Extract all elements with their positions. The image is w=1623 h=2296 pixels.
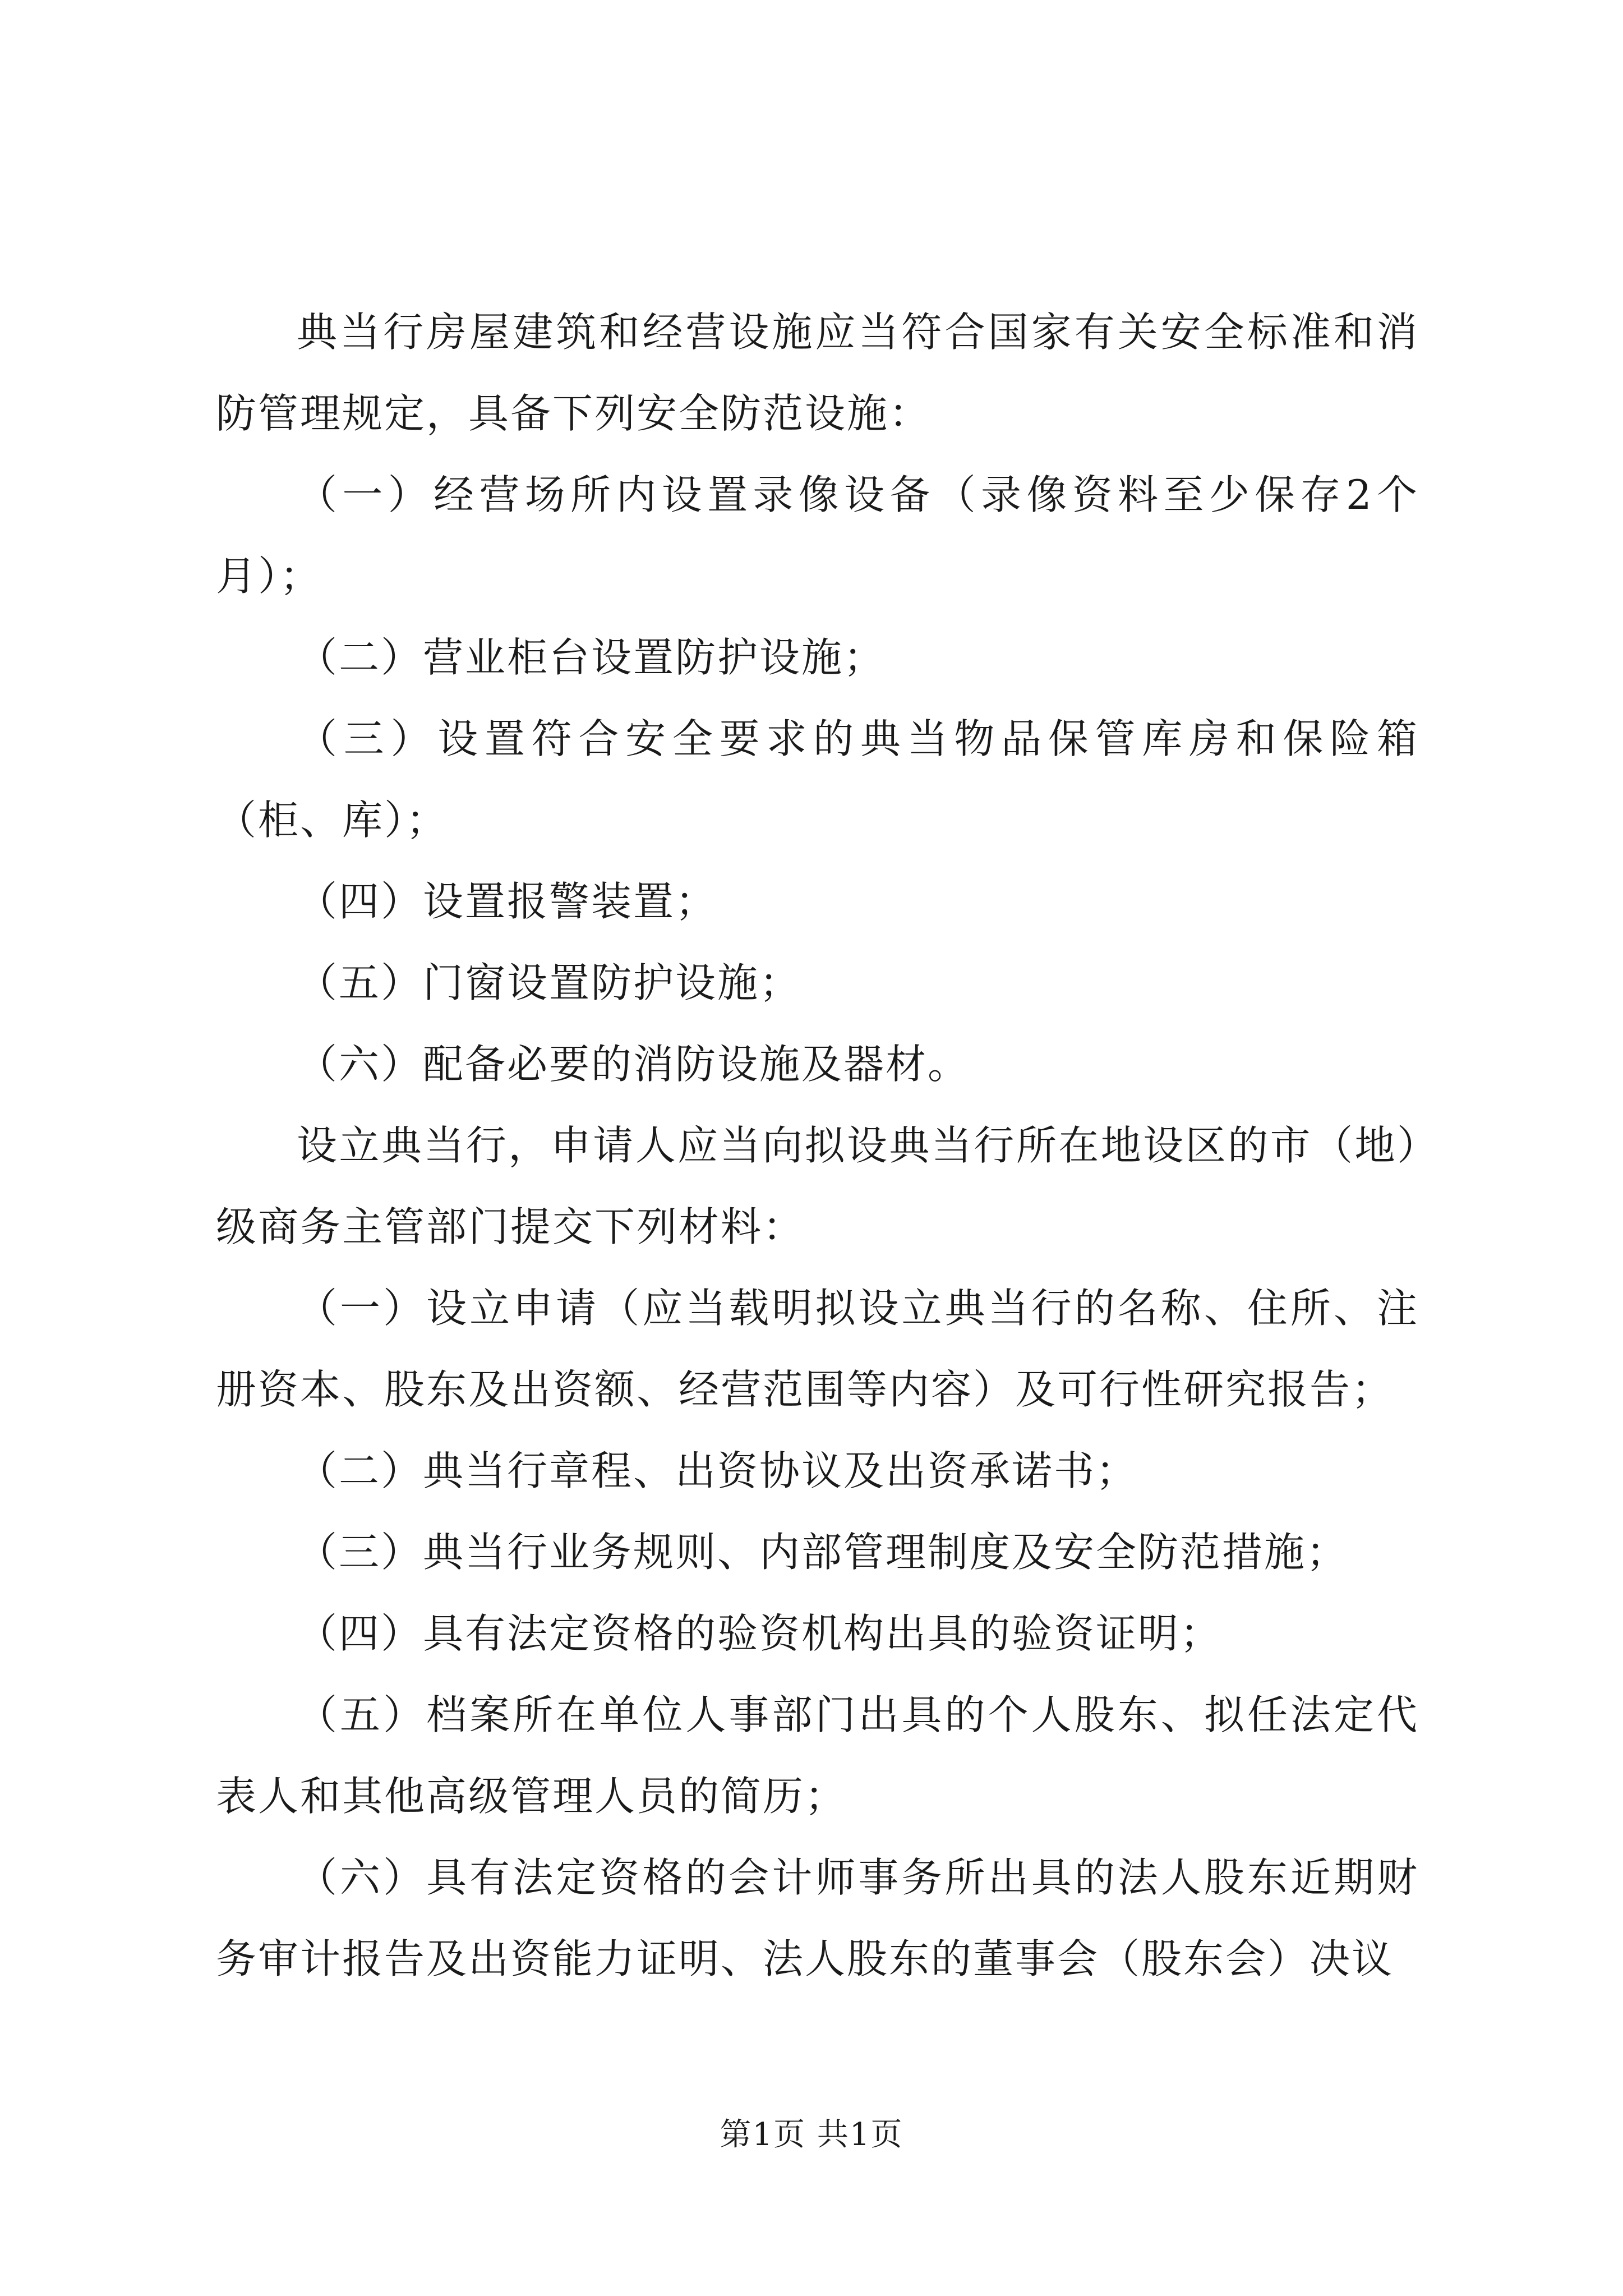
document-body	[216, 292, 1419, 2000]
list-item-establishment-application: （一）设立申请（应当载明拟设立典当行的名称、住所、注册资本、股东及出资额、经营范围等内容）及可行性研究报告；	[216, 1285, 1419, 1413]
list-item-door-window-protection: （五）门窗设置防护设施；	[297, 959, 802, 1006]
list-item-business-rules: （三）典当行业务规则、内部管理制度及安全防范措施；	[297, 1529, 1349, 1576]
list-item-storage-vault: （三）设置符合安全要求的典当物品保管库房和保险箱（柜、库）；	[216, 715, 1419, 844]
list-item-counter-protection: （二）营业柜台设置防护设施；	[297, 634, 886, 681]
list-item-audit-report: （六）具有法定资格的会计师事务所出具的法人股东近期财务审计报告及出资能力证明、法人股东的董事会（股东会）决议	[216, 1854, 1419, 1982]
list-item-fire-equipment: （六）配备必要的消防设施及器材。	[297, 1041, 970, 1088]
paragraph-application-materials: 设立典当行，申请人应当向拟设典当行所在地设区的市（地）级商务主管部门提交下列材料：	[216, 1122, 1419, 1250]
list-item-capital-verification: （四）具有法定资格的验资机构出具的验资证明；	[297, 1610, 1223, 1657]
page-number-footer: 第1页 共1页	[720, 2116, 903, 2153]
list-item-articles-agreement: （二）典当行章程、出资协议及出资承诺书；	[297, 1447, 1138, 1494]
list-item-alarm-device: （四）设置报警装置；	[297, 878, 718, 925]
paragraph-safety-requirements: 典当行房屋建筑和经营设施应当符合国家有关安全标准和消防管理规定，具备下列安全防范设施：	[216, 309, 1419, 437]
list-item-video-recording: （一）经营场所内设置录像设备（录像资料至少保存2个月）；	[216, 471, 1419, 600]
list-item-personnel-resumes: （五）档案所在单位人事部门出具的个人股东、拟任法定代表人和其他高级管理人员的简历；	[216, 1691, 1419, 1820]
